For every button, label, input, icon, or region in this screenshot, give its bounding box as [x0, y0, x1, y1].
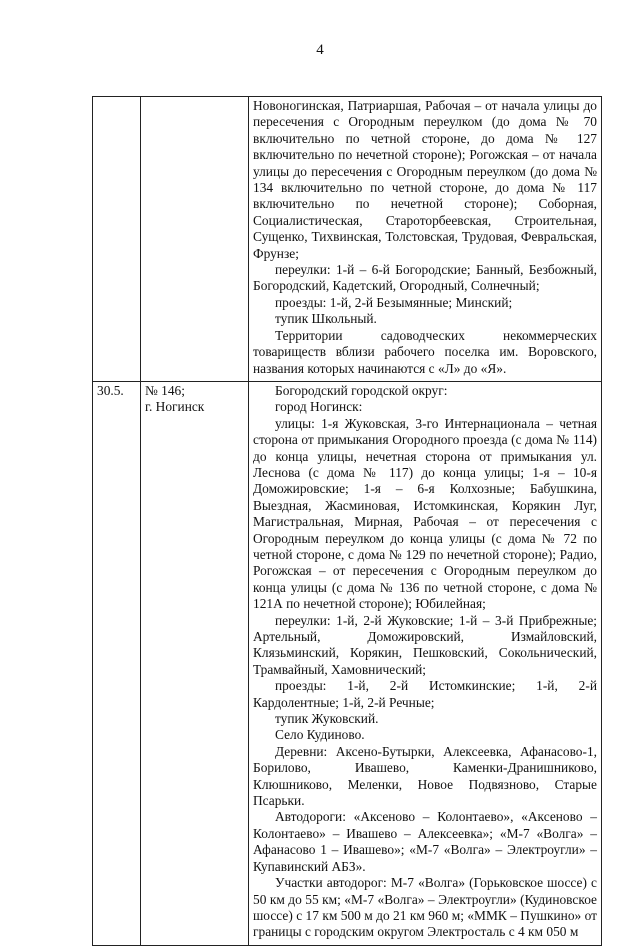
territory-table — [92, 96, 602, 946]
row-number-cell — [93, 97, 141, 382]
row-number: 30.5. — [97, 382, 124, 398]
territory-paragraph: Автодороги: «Аксеново – Колонтаево», «Аксеново – Колонтаево» – Ивашево – Алексеевка»; «М-7 «Волга» – Афанасово 1 – Ивашево»; «М-7 «Волга» – Электроугли» – Купавинский АБЗ». — [253, 809, 597, 874]
territory-paragraph: Богородский городской округ: — [275, 382, 448, 398]
district-cell — [141, 381, 249, 945]
territory-paragraph: улицы: 1-я Жуковская, 3-го Интернационала – четная сторона от примыкания Огородного проезда (с дома № 114) до конца улицы, нечетная сторона от примыкания ул. Леснова (с дома № 117) до конца улицы; 1-я – 10-я Доможировские; 1-я – 6-я Колхозные; Бабушкина, Выездная, Жасминовая, Истомкинская, Корякин Луг, Магистральная, Мирная, Рабочая – от пересечения с Огородным переулком до конца улицы (с дома № 72 по четной стороне, с дома № 129 по нечетной стороне); Радио, Рогожская – от пересечения с Огородным переулком до конца улицы (с дома № 136 по четной стороне, с дома № 121А по нечетной стороне); Юбилейная; — [253, 415, 597, 612]
table-row — [93, 97, 602, 382]
territory-paragraph: тупик Жуковский. — [275, 711, 379, 727]
row-number-cell — [93, 381, 141, 945]
page-number: 4 — [316, 42, 324, 58]
territory-paragraph: переулки: 1-й – 6-й Богородские; Банный, Безбожный, Богородский, Кадетский, Огородный, Солнечный; — [253, 262, 597, 294]
district-cell — [141, 97, 249, 382]
territory-paragraph: Участки автодорог: М-7 «Волга» (Горьковское шоссе) с 50 км до 55 км; «М-7 «Волга» – Электроугли» (Кудиновское шоссе) с 17 км 500 м до 21 км 960 м; «ММК – Пушкино» от границы с городским округом Электросталь с 4 км 050 м — [253, 875, 597, 940]
territory-paragraph: Село Кудиново. — [275, 727, 365, 743]
territory-paragraph: Новоногинская, Патриаршая, Рабочая – от начала улицы до пересечения с Огородным переулком (до дома № 70 включительно по четной стороне, до дома № 127 включительно по нечетной стороне); Рогожская – от начала улицы до пересечения с Огородным переулком (до дома № 134 включительно по четной стороне, до дома № 117 включительно по нечетной стороне); Соборная, Социалистическая, Староторбеевская, Строительная, Сущенко, Тихвинская, Толстовская, Трудовая, Февральская, Фрунзе; — [253, 98, 597, 261]
territory-paragraph: Территории садоводческих некоммерческих товариществ вблизи рабочего поселка им. Воровского, названия которых начинаются с «Л» до «Я». — [253, 327, 597, 376]
district-number: № 146; — [145, 382, 185, 398]
table-row — [93, 381, 602, 945]
territory-paragraph: проезды: 1-й, 2-й Истомкинские; 1-й, 2-й Кардолентные; 1-й, 2-й Речные; — [253, 678, 597, 710]
territory-paragraph: тупик Школьный. — [275, 311, 377, 327]
territory-paragraph: переулки: 1-й, 2-й Жуковские; 1-й – 3-й Прибрежные; Артельный, Доможировский, Измайловский, Клязьминский, Корякин, Пешковский, Сокольнический, Трамвайный, Хамовнический; — [253, 612, 597, 677]
territory-cell — [249, 381, 602, 945]
territory-cell — [249, 97, 602, 382]
territory-paragraph: город Ногинск: — [275, 399, 363, 415]
district-city: г. Ногинск — [145, 399, 205, 415]
territory-paragraph: проезды: 1-й, 2-й Безымянные; Минский; — [275, 294, 513, 310]
territory-paragraph: Деревни: Аксено-Бутырки, Алексеевка, Афанасово-1, Борилово, Ивашево, Каменки-Дранишниково, Клюшниково, Меленки, Новое Подвязново, Старые Псарьки. — [253, 743, 597, 809]
